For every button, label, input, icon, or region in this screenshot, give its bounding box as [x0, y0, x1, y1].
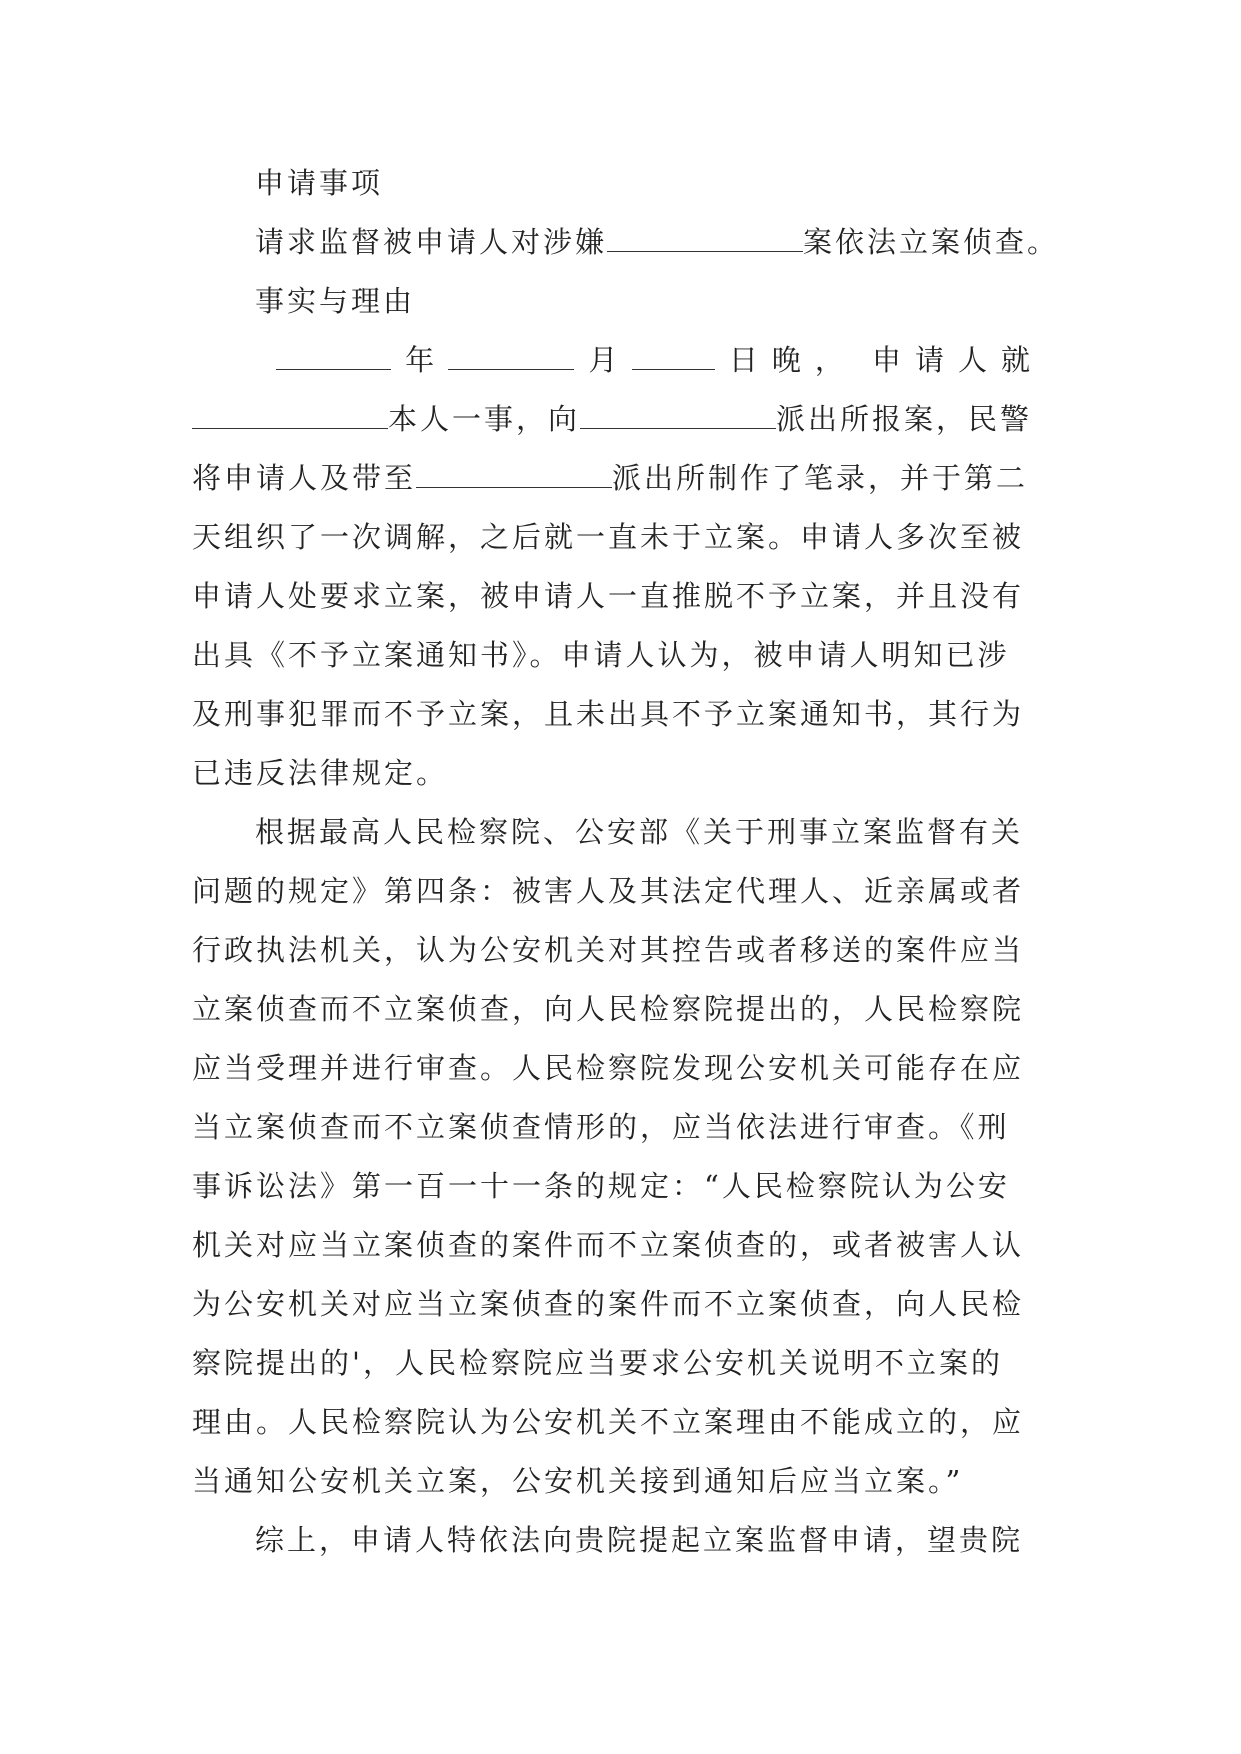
body-text-line: 行政执法机关，认为公安机关对其控告或者移送的案件应当	[192, 933, 1025, 967]
month-label: 月	[588, 343, 618, 377]
month-blank-field[interactable]	[448, 341, 574, 370]
request-text-after: 案依法立案侦查。	[803, 225, 1060, 259]
police-station-blank-field[interactable]	[580, 400, 776, 429]
body-text-line: 及刑事犯罪而不予立案，且未出具不予立案通知书，其行为	[192, 697, 1025, 731]
body-text-line: 当通知公安机关立案，公安机关接到通知后应当立案。”	[192, 1464, 964, 1498]
report-line	[192, 399, 1032, 439]
body-text-line: 机关对应当立案侦查的案件而不立案侦查的，或者被害人认	[192, 1228, 1025, 1262]
body-text-line: 立案侦查而不立案侦查，向人民检察院提出的，人民检察院	[192, 992, 1025, 1026]
report-text-mid: 本人一事，向	[388, 402, 581, 436]
body-text-line: 根据最高人民检察院、公安部《关于刑事立案监督有关	[255, 815, 1024, 849]
police-text-start: 将申请人及带至	[192, 461, 417, 495]
date-line	[276, 340, 1044, 380]
matter-blank-field[interactable]	[192, 400, 388, 429]
day-blank-field[interactable]	[632, 341, 715, 370]
body-text-line: 出具《不予立案通知书》。申请人认为，被申请人明知已涉	[192, 638, 1010, 672]
request-sentence	[255, 222, 1059, 262]
report-text-end: 派出所报案，民警	[776, 402, 1033, 436]
record-station-blank-field[interactable]	[416, 459, 612, 488]
applicant-label: 申请人就	[871, 343, 1044, 377]
year-label: 年	[405, 343, 435, 377]
day-evening-label: 日晚，	[728, 343, 858, 377]
offense-blank-field[interactable]	[607, 223, 803, 252]
body-text-line: 天组织了一次调解，之后就一直未于立案。申请人多次至被	[192, 520, 1025, 554]
body-text-line: 当立案侦查而不立案侦查情形的，应当依法进行审查。《刑	[192, 1110, 1010, 1144]
section-heading-request: 申请事项	[255, 166, 384, 200]
body-text-line: 已违反法律规定。	[192, 756, 449, 790]
police-text-end: 派出所制作了笔录，并于第二	[612, 461, 1029, 495]
body-text-line: 察院提出的'，人民检察院应当要求公安机关说明不立案的	[192, 1346, 1003, 1380]
conclusion-line: 综上，申请人特依法向贵院提起立案监督申请，望贵院	[255, 1523, 1024, 1557]
section-heading-facts: 事实与理由	[255, 284, 416, 318]
body-text-line: 事诉讼法》第一百一十一条的规定：“人民检察院认为公安	[192, 1169, 1010, 1203]
body-text-line: 问题的规定》第四条：被害人及其法定代理人、近亲属或者	[192, 874, 1025, 908]
year-blank-field[interactable]	[276, 341, 391, 370]
body-text-line: 为公安机关对应当立案侦查的案件而不立案侦查，向人民检	[192, 1287, 1025, 1321]
body-text-line: 申请人处要求立案，被申请人一直推脱不予立案，并且没有	[192, 579, 1025, 613]
body-text-line: 理由。人民检察院认为公安机关不立案理由不能成立的，应	[192, 1405, 1025, 1439]
police-line	[192, 458, 1028, 498]
body-text-line: 应当受理并进行审查。人民检察院发现公安机关可能存在应	[192, 1051, 1025, 1085]
request-text-before: 请求监督被申请人对涉嫌	[255, 225, 608, 259]
